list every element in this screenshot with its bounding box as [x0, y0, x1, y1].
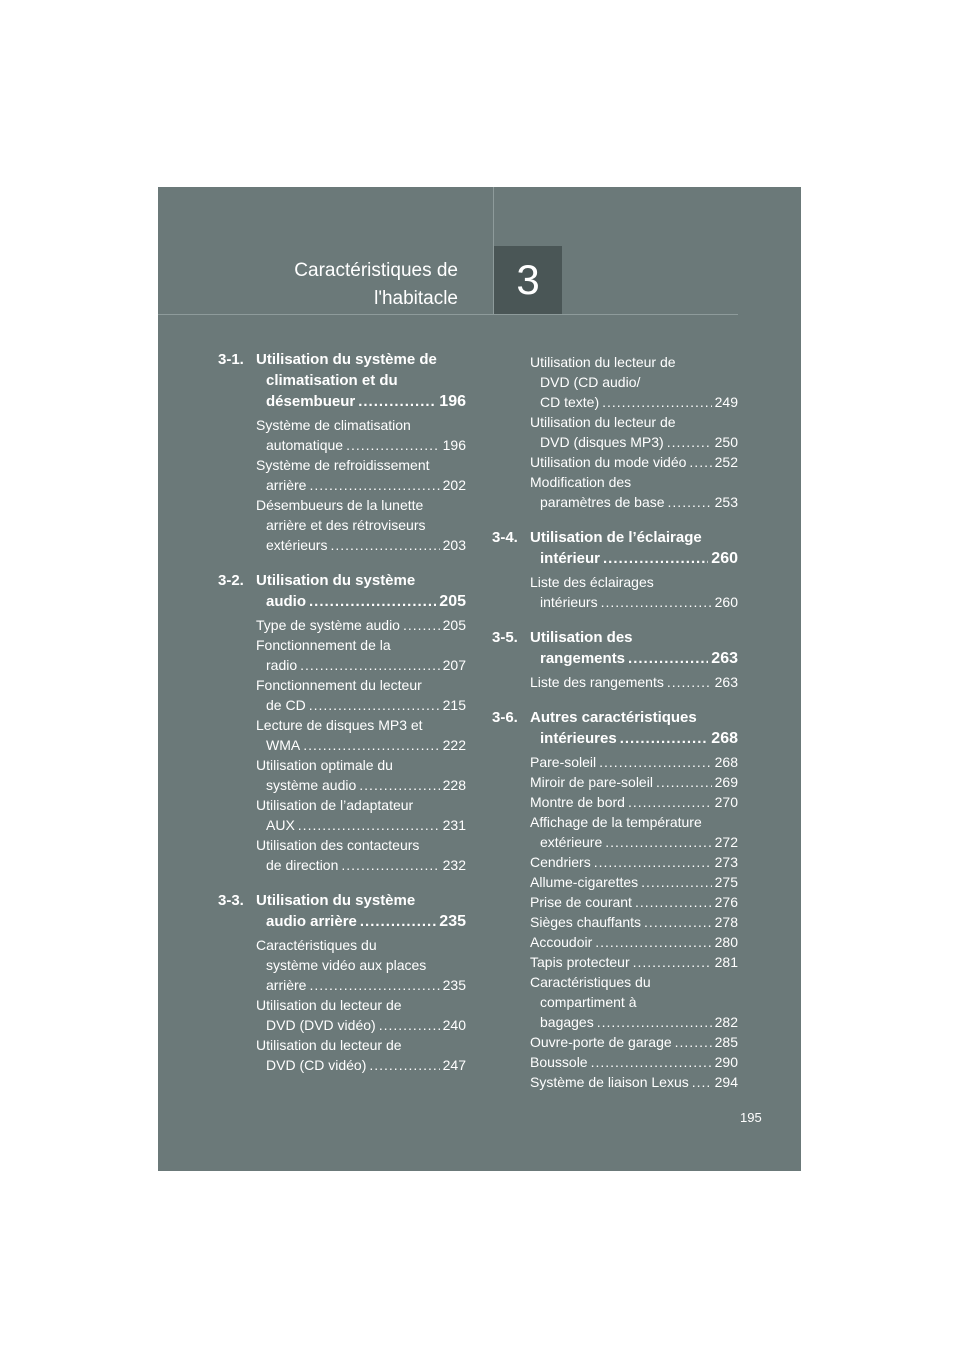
toc-item[interactable] — [256, 615, 466, 635]
item-page: 260 — [714, 594, 738, 610]
item-label: Prise de courant — [530, 894, 632, 910]
item-page: 228 — [442, 777, 466, 793]
toc-item[interactable] — [530, 672, 738, 692]
toc-item[interactable] — [256, 415, 466, 455]
toc-item[interactable] — [530, 812, 738, 852]
toc-item[interactable] — [530, 1072, 738, 1092]
toc-item[interactable] — [530, 352, 738, 412]
toc-item[interactable] — [530, 792, 738, 812]
section-page: 263 — [711, 650, 738, 667]
toc-item[interactable] — [256, 935, 466, 995]
item-page: 281 — [714, 954, 738, 970]
item-label: Caractéristiques du — [530, 974, 651, 990]
section-title-line: Utilisation de l’éclairage — [530, 529, 702, 546]
item-label: Montre de bord — [530, 794, 625, 810]
item-label: Accoudoir — [530, 934, 593, 950]
item-label: Système de liaison Lexus — [530, 1074, 689, 1090]
item-page: 268 — [714, 754, 738, 770]
item-label: Système de refroidissement — [256, 457, 430, 473]
item-label: DVD (disques MP3) — [540, 434, 664, 450]
section-page: 196 — [439, 393, 466, 410]
item-label: Utilisation du lecteur de — [256, 997, 402, 1013]
toc-item[interactable] — [256, 715, 466, 755]
section-title-line: climatisation et du — [266, 372, 398, 389]
toc-item[interactable] — [530, 572, 738, 612]
item-label: Système de climatisation — [256, 417, 411, 433]
section-title-line: audio — [266, 593, 306, 610]
item-label: paramètres de base — [540, 494, 665, 510]
section-page: 268 — [711, 730, 738, 747]
item-label: Sièges chauffants — [530, 914, 642, 930]
toc-item[interactable] — [530, 472, 738, 512]
toc-item[interactable] — [530, 872, 738, 892]
item-page: 215 — [442, 697, 466, 713]
item-page: 231 — [442, 817, 466, 833]
item-page: 282 — [714, 1014, 738, 1030]
item-label: Type de système audio — [256, 617, 400, 633]
toc-item[interactable] — [530, 972, 738, 1032]
toc-section-3-4[interactable] — [492, 527, 738, 569]
section-number: 3-4. — [492, 529, 518, 546]
item-label: Ouvre-porte de garage — [530, 1034, 672, 1050]
item-page: 240 — [442, 1017, 466, 1033]
item-label: Fonctionnement de la — [256, 637, 391, 653]
item-label: Tapis protecteur — [530, 954, 630, 970]
toc-section-3-2[interactable] — [218, 570, 466, 612]
section-number: 3-1. — [218, 351, 244, 368]
item-label: radio — [266, 657, 298, 673]
item-page: 250 — [714, 434, 738, 450]
toc-item[interactable] — [256, 675, 466, 715]
item-page: 232 — [442, 857, 466, 873]
item-page: 235 — [442, 977, 466, 993]
item-label: bagages — [540, 1014, 594, 1030]
item-label: Utilisation du lecteur de — [530, 414, 676, 430]
item-label: arrière — [266, 477, 307, 493]
section-page: 205 — [439, 593, 466, 610]
item-page: 202 — [442, 477, 466, 493]
item-label: Lecture de disques MP3 et — [256, 717, 423, 733]
item-label: Miroir de pare-soleil — [530, 774, 653, 790]
item-label: Utilisation du mode vidéo — [530, 454, 687, 470]
item-label: automatique — [266, 437, 344, 453]
toc-item[interactable] — [256, 795, 466, 835]
item-label: Pare-soleil — [530, 754, 597, 770]
chapter-title-line2: l'habitacle — [374, 288, 458, 309]
toc-item[interactable] — [256, 635, 466, 675]
section-number: 3-5. — [492, 629, 518, 646]
item-page: 263 — [714, 674, 738, 690]
toc-item[interactable] — [256, 455, 466, 495]
item-label: DVD (CD vidéo) — [266, 1057, 367, 1073]
toc-item[interactable] — [256, 1035, 466, 1075]
toc-column-right — [492, 349, 738, 1092]
section-title-line: Utilisation du système — [256, 572, 416, 589]
item-label: Utilisation des contacteurs — [256, 837, 420, 853]
item-label: extérieurs — [266, 537, 328, 553]
section-number: 3-3. — [218, 892, 244, 909]
item-label: système vidéo aux places — [266, 957, 427, 973]
item-page: 253 — [714, 494, 738, 510]
toc-item[interactable] — [530, 952, 738, 972]
item-label: de direction — [266, 857, 339, 873]
item-page: 280 — [714, 934, 738, 950]
item-page: 249 — [714, 394, 738, 410]
item-label: Fonctionnement du lecteur — [256, 677, 422, 693]
toc-item[interactable] — [530, 932, 738, 952]
item-page: 247 — [442, 1057, 466, 1073]
section-page: 235 — [439, 913, 466, 930]
item-label: extérieure — [540, 834, 603, 850]
toc-item[interactable] — [530, 752, 738, 772]
item-page: 222 — [442, 737, 466, 753]
toc-item[interactable] — [530, 852, 738, 872]
item-label: DVD (DVD vidéo) — [266, 1017, 376, 1033]
item-page: 276 — [714, 894, 738, 910]
item-label: Liste des éclairages — [530, 574, 654, 590]
item-label: Cendriers — [530, 854, 591, 870]
item-page: 207 — [442, 657, 466, 673]
item-label: Désembueurs de la lunette — [256, 497, 424, 513]
toc-section-3-1[interactable] — [218, 349, 466, 412]
section-title-line: rangements — [540, 650, 626, 667]
item-page: 205 — [442, 617, 466, 633]
item-label: Affichage de la température — [530, 814, 702, 830]
item-label: Utilisation du lecteur de — [530, 354, 676, 370]
item-label: arrière — [266, 977, 307, 993]
item-label: arrière et des rétroviseurs — [266, 517, 426, 533]
item-label: Utilisation du lecteur de — [256, 1037, 402, 1053]
chapter-number: 3 — [494, 246, 562, 314]
item-page: 269 — [714, 774, 738, 790]
item-label: intérieurs — [540, 594, 598, 610]
section-page: 260 — [711, 550, 738, 567]
item-label: Modification des — [530, 474, 632, 490]
item-page: 294 — [714, 1074, 738, 1090]
item-label: compartiment à — [540, 994, 637, 1010]
item-page: 278 — [714, 914, 738, 930]
page-number: 195 — [740, 1110, 762, 1125]
section-title-line: audio arrière — [266, 913, 357, 930]
section-title-line: intérieures — [540, 730, 617, 747]
toc-section-3-6[interactable] — [492, 707, 738, 749]
chapter-title — [294, 257, 458, 313]
item-label: CD texte) — [540, 394, 600, 410]
toc-item[interactable] — [530, 412, 738, 452]
item-page: 270 — [714, 794, 738, 810]
item-page: 273 — [714, 854, 738, 870]
item-label: Utilisation de l’adaptateur — [256, 797, 414, 813]
item-label: AUX — [266, 817, 295, 833]
chapter-title-line1: Caractéristiques de — [294, 260, 458, 281]
section-number: 3-6. — [492, 709, 518, 726]
item-label: DVD (CD audio/ — [540, 374, 641, 390]
divider-horizontal — [158, 314, 738, 315]
toc-item[interactable] — [256, 755, 466, 795]
item-label: système audio — [266, 777, 357, 793]
toc-item[interactable] — [530, 452, 738, 472]
section-title-line: Utilisation du système — [256, 892, 416, 909]
item-page: 290 — [714, 1054, 738, 1070]
section-title-line: intérieur — [540, 550, 601, 567]
item-page: 285 — [714, 1034, 738, 1050]
toc-section-3-3[interactable] — [218, 890, 466, 932]
item-label: Allume-cigarettes — [530, 874, 639, 890]
item-page: 275 — [714, 874, 738, 890]
section-title-line: Autres caractéristiques — [530, 709, 697, 726]
item-page: 203 — [442, 537, 466, 553]
chapter-panel — [158, 187, 801, 1171]
toc-item[interactable] — [256, 995, 466, 1035]
toc-item[interactable] — [256, 495, 466, 555]
toc-item[interactable] — [530, 1032, 738, 1052]
toc-item[interactable] — [256, 835, 466, 875]
item-label: de CD — [266, 697, 306, 713]
item-label: Liste des rangements — [530, 674, 664, 690]
toc-item[interactable] — [530, 772, 738, 792]
toc-column-left — [218, 349, 466, 1075]
section-title-line: Utilisation des — [530, 629, 633, 646]
section-number: 3-2. — [218, 572, 244, 589]
item-label: WMA — [266, 737, 301, 753]
item-label: Boussole — [530, 1054, 588, 1070]
item-label: Caractéristiques du — [256, 937, 377, 953]
item-page: 196 — [442, 437, 466, 453]
toc-item[interactable] — [530, 1052, 738, 1072]
item-page: 272 — [714, 834, 738, 850]
toc-item[interactable] — [530, 912, 738, 932]
section-title-line: Utilisation du système de — [256, 351, 437, 368]
section-title-line: désembueur — [266, 393, 356, 410]
item-page: 252 — [714, 454, 738, 470]
toc-item[interactable] — [530, 892, 738, 912]
item-label: Utilisation optimale du — [256, 757, 393, 773]
toc-section-3-5[interactable] — [492, 627, 738, 669]
